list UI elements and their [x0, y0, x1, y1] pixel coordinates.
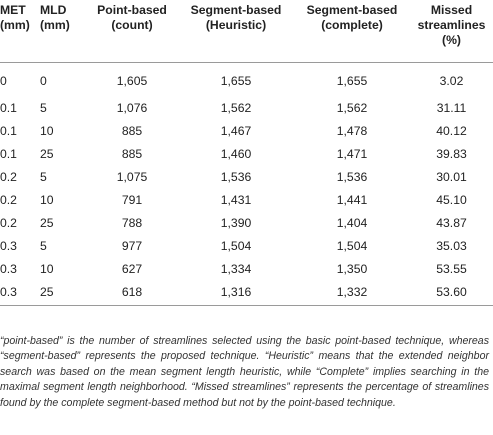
table-cell: 1,562 — [336, 100, 368, 115]
table-cell: 791 — [121, 192, 143, 207]
table-cell: 5 — [40, 100, 47, 115]
table-cell: 25 — [40, 281, 86, 306]
table-cell: 885 — [121, 123, 143, 138]
table-row — [0, 189, 493, 212]
table-cell: 0.3 — [0, 238, 17, 253]
table-cell: 1,536 — [220, 169, 252, 184]
table-cell: 43.87 — [436, 215, 467, 230]
table-cell: 788 — [121, 215, 143, 230]
table-cell: 1,316 — [178, 281, 294, 306]
table-cell: 885 — [121, 146, 143, 161]
table-row — [0, 166, 493, 189]
table-header — [0, 0, 493, 62]
segment-heuristic-header — [178, 0, 294, 62]
table-cell: 1,504 — [336, 238, 368, 253]
header-row — [0, 0, 493, 62]
header-line: (mm) — [40, 18, 70, 32]
table-cell: 0.2 — [0, 192, 17, 207]
table-cell: 0.3 — [0, 281, 40, 306]
header-line: Segment-based — [190, 3, 282, 17]
table-cell: 1,478 — [336, 123, 368, 138]
segment-complete-header — [294, 0, 410, 62]
header-line: (%) — [442, 33, 461, 47]
table-cell: 1,605 — [116, 74, 148, 88]
table-cell: 0.3 — [0, 261, 17, 276]
table-cell: 25 — [40, 146, 54, 161]
table-cell: 0 — [40, 74, 47, 88]
table-cell: 977 — [121, 238, 143, 253]
table-cell: 1,441 — [336, 192, 368, 207]
table-cell: 1,562 — [220, 100, 252, 115]
table-row — [0, 120, 493, 143]
table-cell: 40.12 — [436, 123, 467, 138]
point-based-header — [86, 0, 178, 62]
table-cell: 0.1 — [0, 100, 17, 115]
table-cell: 0.1 — [0, 146, 17, 161]
table-cell: 35.03 — [436, 238, 467, 253]
table-cell: 10 — [40, 123, 54, 138]
table-row — [0, 281, 493, 306]
table-cell: 1,334 — [220, 261, 252, 276]
table-cell: 1,075 — [116, 169, 148, 184]
table-cell: 1,404 — [336, 215, 368, 230]
table-cell: 0.2 — [0, 169, 17, 184]
table-cell: 39.83 — [436, 146, 467, 161]
header-line: (count) — [111, 18, 153, 32]
table-cell: 30.01 — [436, 169, 467, 184]
table-row — [0, 258, 493, 281]
mld-header — [40, 0, 86, 62]
table-row — [0, 235, 493, 258]
table-cell: 10 — [40, 192, 54, 207]
header-line: MLD — [40, 3, 67, 17]
header-line: (Heuristic) — [205, 18, 267, 32]
table-cell: 3.02 — [439, 74, 464, 88]
table-cell: 1,655 — [336, 74, 368, 88]
table-cell: 1,390 — [220, 215, 252, 230]
table-row — [0, 212, 493, 235]
table-cell: 5 — [40, 169, 47, 184]
header-line: (complete) — [321, 18, 383, 32]
table-cell: 0.2 — [0, 215, 17, 230]
table-cell: 1,504 — [220, 238, 252, 253]
table-cell: 1,536 — [336, 169, 368, 184]
table-cell: 1,332 — [294, 281, 410, 306]
table-footnote: “point-based” is the number of streamlines selected using the basic point-based technique, whereas “segment-based” represents the proposed technique. “Heuristic” means that the extended neighbor search was based on the mean segment length heuristic, while “Complete” implies searching in the maximal segment length neighborhood. “Missed streamlines” represents the percentage of streamlines found by the complete segment-based method but not by the point-based technique. — [0, 334, 489, 409]
table-row — [0, 97, 493, 120]
table-cell: 1,467 — [220, 123, 252, 138]
header-line: Missed — [430, 3, 473, 17]
table-cell: 45.10 — [436, 192, 467, 207]
table-cell: 5 — [40, 238, 47, 253]
header-line: streamlines — [417, 18, 486, 32]
table-cell: 31.11 — [436, 100, 467, 115]
table-cell: 53.55 — [436, 261, 467, 276]
header-line: Segment-based — [306, 3, 398, 17]
table-row — [0, 62, 493, 97]
table-cell: 618 — [86, 281, 178, 306]
met-header — [0, 0, 40, 62]
table-body — [0, 62, 493, 305]
table-cell: 1,076 — [116, 100, 148, 115]
header-line: MET — [0, 3, 26, 17]
table-cell: 1,460 — [220, 146, 252, 161]
table-cell: 25 — [40, 215, 54, 230]
table-cell: 10 — [40, 261, 54, 276]
table-cell: 0.1 — [0, 123, 17, 138]
table-cell: 1,350 — [336, 261, 368, 276]
table-cell: 53.60 — [410, 281, 493, 306]
missed-streamlines-header — [410, 0, 493, 62]
table-cell: 1,471 — [336, 146, 368, 161]
header-line: Point-based — [97, 3, 167, 17]
table-cell: 1,655 — [220, 74, 252, 88]
header-line: (mm) — [0, 18, 30, 32]
table-row — [0, 143, 493, 166]
table-cell: 0 — [0, 74, 7, 88]
table-cell: 627 — [121, 261, 143, 276]
table-cell: 1,431 — [220, 192, 252, 207]
